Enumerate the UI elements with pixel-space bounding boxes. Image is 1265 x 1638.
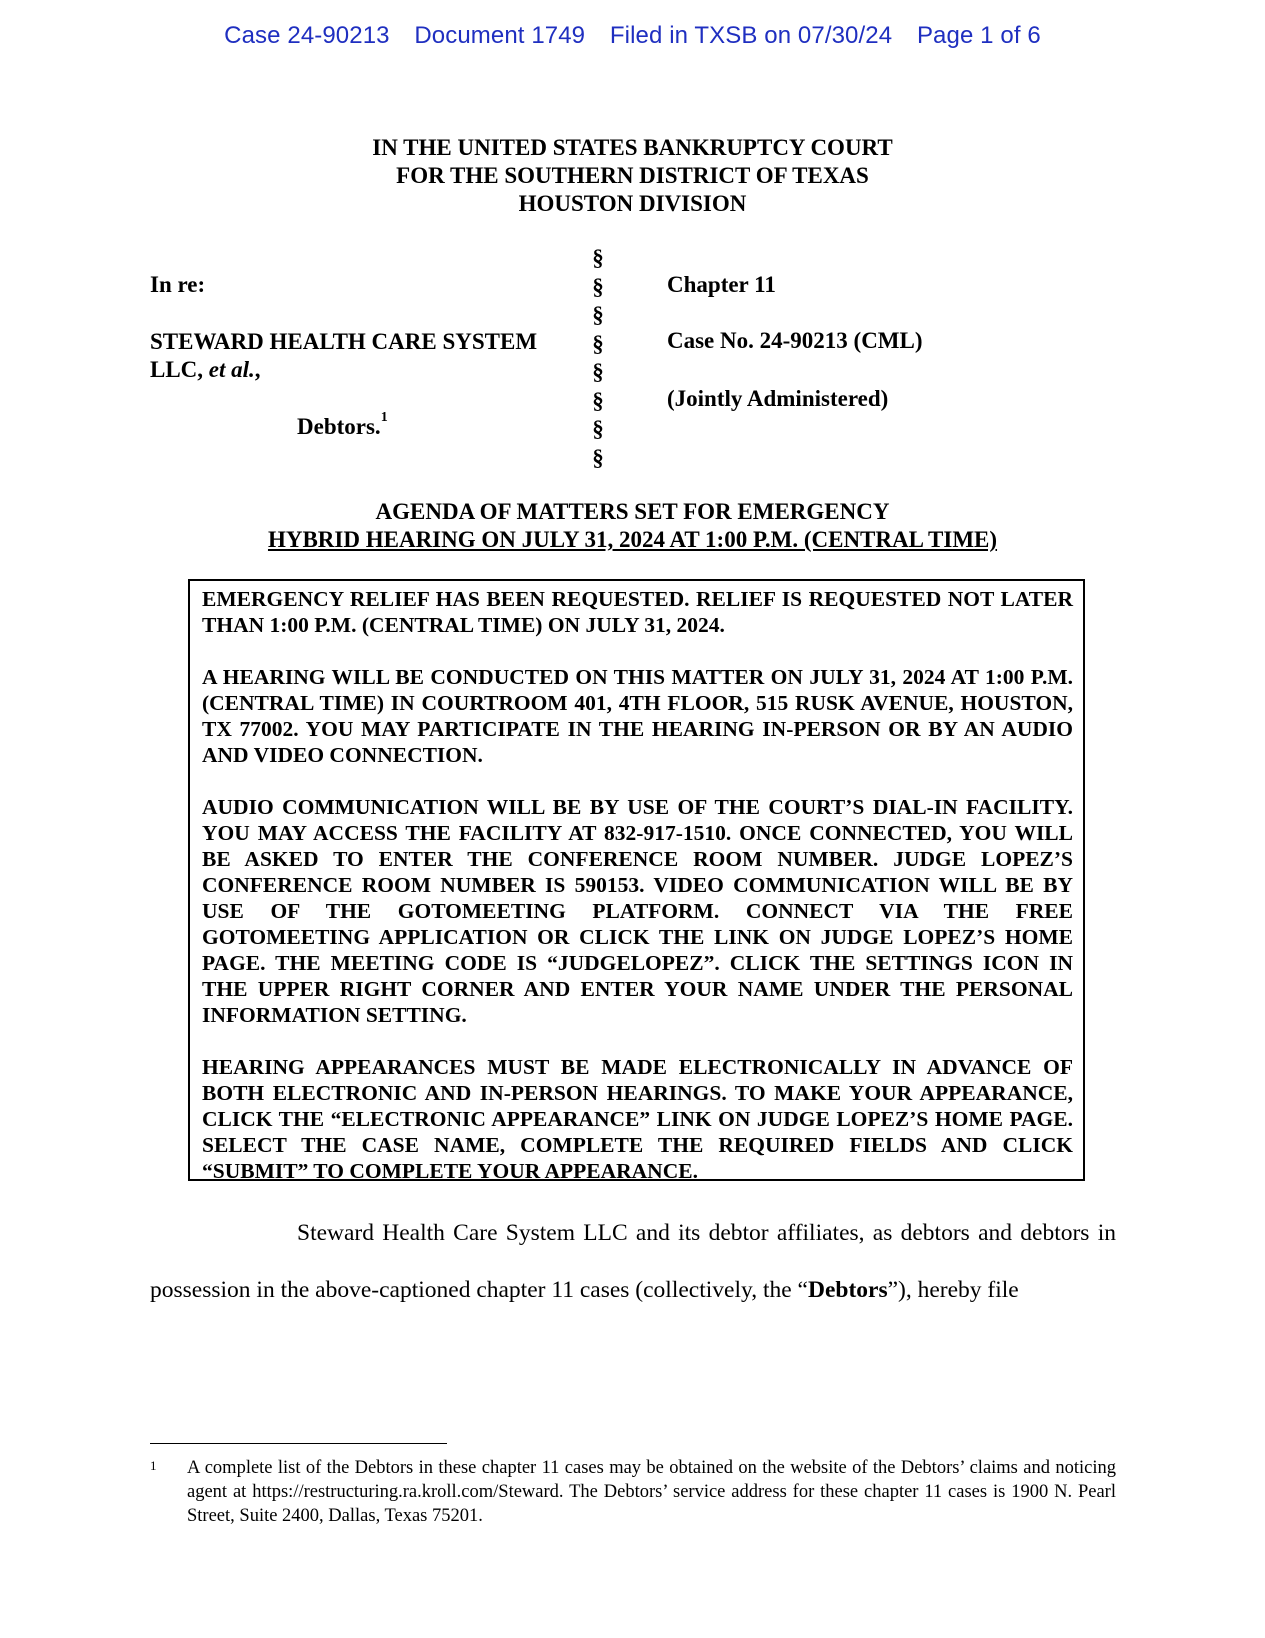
court-line-3: HOUSTON DIVISION [518,191,747,216]
debtor-name [150,328,570,384]
section-symbol: § [592,444,604,470]
footnote-reference: 1 [380,410,388,425]
et-al-comma: , [254,357,261,382]
section-symbol: § [592,302,604,327]
in-re-label: In re: [150,272,206,297]
notice-paragraph-relief: EMERGENCY RELIEF HAS BEEN REQUESTED. RELIEF IS REQUESTED NOT LATER THAN 1:00 P.M. (CENTRAL TIME) ON JULY 31, 2024. [202,587,1073,637]
case-number-stamp: Case 24-90213 [224,22,390,49]
emergency-notice-box [188,579,1085,1181]
footnote-text: A complete list of the Debtors in these chapter 11 cases may be obtained on the website of the Debtors’ claims and noticing agent at https://restructuring.ra.kroll.com/Steward. The Debtors’ service address for these chapter 11 cases is 1900 N. Pearl Street, Suite 2400, Dallas, Texas 75201. [187,1458,1116,1526]
footnote [150,1456,1116,1528]
court-line-1: IN THE UNITED STATES BANKRUPTCY COURT [372,135,893,160]
body-paragraph [150,1205,1116,1319]
notice-paragraph-appearances: HEARING APPEARANCES MUST BE MADE ELECTRONICALLY IN ADVANCE OF BOTH ELECTRONIC AND IN-PERSON HEARINGS. TO MAKE YOUR APPEARANCE, CLICK THE “ELECTRONIC APPEARANCE” LINK ON JUDGE LOPEZ’S HOME PAGE. SELECT THE CASE NAME, COMPLETE THE REQUIRED FIELDS AND CLICK “SUBMIT” TO COMPLETE YOUR APPEARANCE. [202,1055,1073,1183]
chapter-label: Chapter 11 [667,272,776,297]
et-al: et al. [208,357,255,382]
footnote-mark: 1 [150,1458,157,1473]
notice-paragraph-communication: AUDIO COMMUNICATION WILL BE BY USE OF THE COURT’S DIAL-IN FACILITY. YOU MAY ACCESS THE FACILITY AT 832-917-1510. ONCE CONNECTED, YOU WILL BE ASKED TO ENTER THE CONFERENCE ROOM NUMBER. JUDGE LOPEZ’S CONFERENCE ROOM NUMBER IS 590153. VIDEO COMMUNICATION WILL BE BY USE OF THE GOTOMEETING PLATFORM. CONNECT VIA THE FREE GOTOMEETING APPLICATION OR CLICK THE LINK ON JUDGE LOPEZ’S HOME PAGE. THE MEETING CODE IS “JUDGELOPEZ”. CLICK THE SETTINGS ICON IN THE UPPER RIGHT CORNER AND ENTER YOUR NAME UNDER THE PERSONAL INFORMATION SETTING. [202,795,1073,1027]
jointly-administered: (Jointly Administered) [667,386,889,411]
section-symbol-column [588,244,608,472]
agenda-title [0,498,1265,554]
court-line-2: FOR THE SOUTHERN DISTRICT OF TEXAS [396,163,869,188]
footnote-divider [150,1443,447,1444]
debtor-name-line-1: STEWARD HEALTH CARE SYSTEM [150,329,538,354]
section-symbol: § [592,416,604,441]
case-number: Case No. 24-90213 (CML) [667,328,923,353]
debtor-name-line-2: LLC, [150,357,204,382]
filed-date-stamp: Filed in TXSB on 07/30/24 [609,22,893,49]
notice-paragraph-hearing: A HEARING WILL BE CONDUCTED ON THIS MATTER ON JULY 31, 2024 AT 1:00 P.M. (CENTRAL TIME) IN COURTROOM 401, 4TH FLOOR, 515 RUSK AVENUE, HOUSTON, TX 77002. YOU MAY PARTICIPATE IN THE HEARING IN-PERSON OR BY AN AUDIO AND VIDEO CONNECTION. [202,665,1073,767]
defined-term-debtors: Debtors [807,1277,888,1303]
section-symbol: § [592,387,604,413]
section-symbol: § [592,359,604,384]
filing-stamp-header [0,22,1265,50]
section-symbol: § [592,330,604,356]
section-symbol: § [592,245,604,270]
document-number-stamp: Document 1749 [414,22,586,49]
agenda-title-line-2: HYBRID HEARING ON JULY 31, 2024 AT 1:00 P.M. (CENTRAL TIME) [267,527,998,552]
debtors-label-text: Debtors. [297,414,381,439]
agenda-title-line-1: AGENDA OF MATTERS SET FOR EMERGENCY [375,499,890,524]
court-heading [0,134,1265,218]
case-caption [150,244,1150,474]
debtors-label [297,410,388,440]
section-symbol: § [592,273,604,299]
page-number-stamp: Page 1 of 6 [916,22,1041,49]
body-text-part-1: Steward Health Care System LLC and its debtor affiliates, as debtors and debtors in possession in the above-captioned chapter 11 cases (collectively, the “ [150,1220,1116,1303]
body-text-part-2: ”), hereby file [887,1277,1019,1303]
